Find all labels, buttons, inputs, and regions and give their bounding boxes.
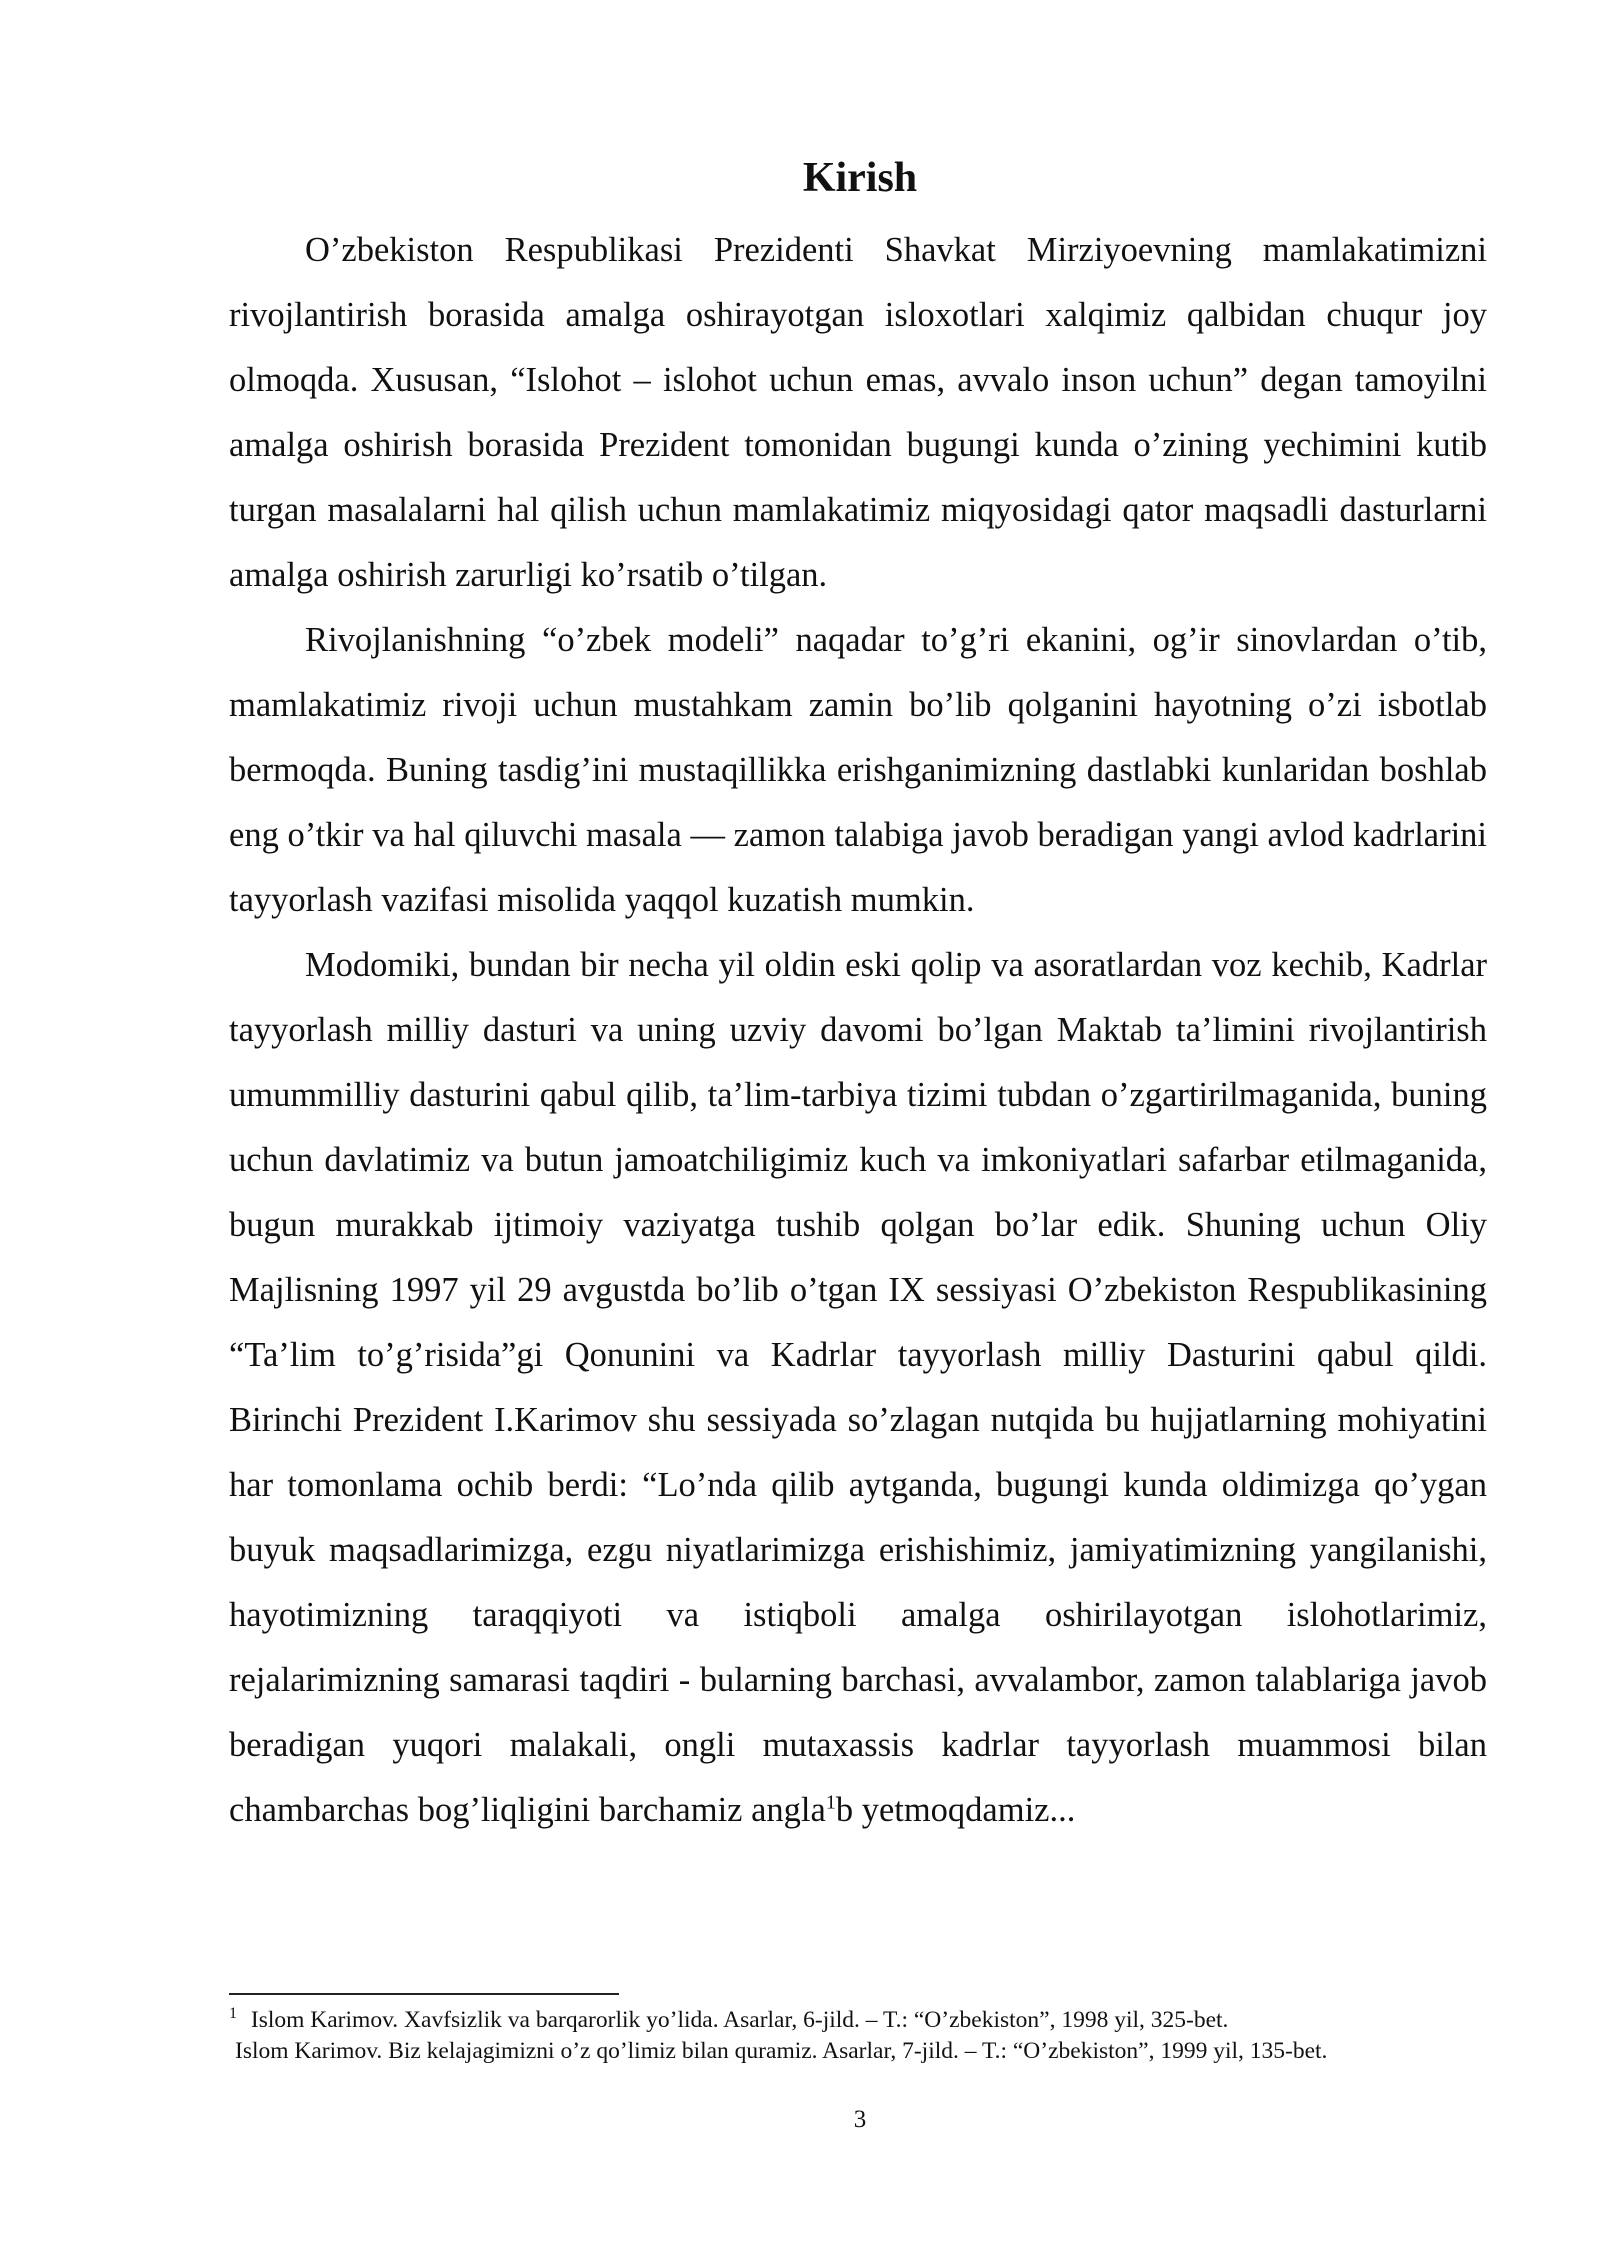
footnote-reference: 1 xyxy=(825,1791,836,1814)
paragraph-2: Rivojlanishning “o’zbek modeli” naqadar to’g’ri ekanini, og’ir sinovlardan o’tib, mamlakatimiz rivoji uchun mustahkam zamin bo’lib qolganini hayotning o’zi isbotlab bermoqda. Buning tasdig’ini mustaqillikka erishganimizning dastlabki kunlaridan boshlab eng o’tkir va hal qiluvchi masala — zamon talabiga javob beradigan yangi avlod kadrlarini tayyorlash vazifasi misolida yaqqol kuzatish mumkin. xyxy=(229,621,1487,919)
footnote-1 xyxy=(229,2005,1487,2036)
footnote-1-text: Islom Karimov. Xavfsizlik va barqarorlik yo’lida. Asarlar, 6-jild. – T.: “O’zbekiston”, 1998 yil, 325-bet. xyxy=(250,2007,1229,2033)
paragraph-1: O’zbekiston Respublikasi Prezidenti Shavkat Mirziyoevning mamlakatimizni rivojlantirish borasida amalga oshirayotgan isloxotlari xalqimiz qalbidan chuqur joy olmoqda. Xususan, “Islohot – islohot uchun emas, avvalo inson uchun” degan tamoyilni amalga oshirish borasida Prezident tomonidan bugungi kunda o’zining yechimini kutib turgan masalalarni hal qilish uchun mamlakatimiz miqyosidagi qator maqsadli dasturlarni amalga oshirish zarurligi ko’rsatib o’tilgan. xyxy=(229,231,1487,594)
footnote-separator xyxy=(229,1993,619,1995)
footnote-marker: 1 xyxy=(229,2005,237,2023)
paragraph-3-text: Modomiki, bundan bir necha yil oldin eski qolip va asoratlardan voz kechib, Kadrlar tayyorlash milliy dasturi va uning uzviy davomi bo’lgan Maktab ta’limini rivojlantirish umummilliy dasturini qabul qilib, ta’lim-tarbiya tizimi tubdan o’zgartirilmaganida, buning uchun davlatimiz va butun jamoatchiligimiz kuch va imkoniyatlari safarbar etilmaganida, bugun murakkab ijtimoiy vaziyatga tushib qolgan bo’lar edik. Shuning uchun Oliy Majlisning 1997 yil 29 avgustda bo’lib o’tgan IX sessiyasi O’zbekiston Respublikasining “Ta’lim to’g’risida”gi Qonunini va Kadrlar tayyorlash milliy Dasturini qabul qildi. Birinchi Prezident I.Karimov shu sessiyada so’zlagan nutqida bu hujjatlarning mohiyatini har tomonlama ochib berdi: “Lo’nda qilib aytganda, bugungi kunda oldimizga qo’ygan buyuk maqsadlarimizga, ezgu niyatlarimizga erishishimiz, jamiyatimizning yangilanishi, hayotimizning taraqqiyoti va istiqboli amalga oshirilayotgan islohotlarimiz, rejalarimizning samarasi taqdiri - bularning barchasi, avvalambor, zamon talablariga javob beradigan yuqori malakali, ongli mutaxassis kadrlar tayyorlash muammosi bilan chambarchas bog’liqligini barchamiz angla xyxy=(229,946,1487,1829)
page-number: 3 xyxy=(853,2106,867,2133)
paragraph-3-tail: b yetmoqdamiz... xyxy=(835,1791,1076,1829)
page-title: Kirish xyxy=(802,155,918,201)
footnotes xyxy=(229,2005,1487,2067)
body-text xyxy=(229,218,1487,1843)
footnote-2: Islom Karimov. Biz kelajagimizni o’z qo’limiz bilan quramiz. Asarlar, 7-jild. – T.: “O’zbekiston”, 1999 yil, 135-bet. xyxy=(235,2038,1328,2064)
paragraph-3 xyxy=(229,933,1487,1843)
